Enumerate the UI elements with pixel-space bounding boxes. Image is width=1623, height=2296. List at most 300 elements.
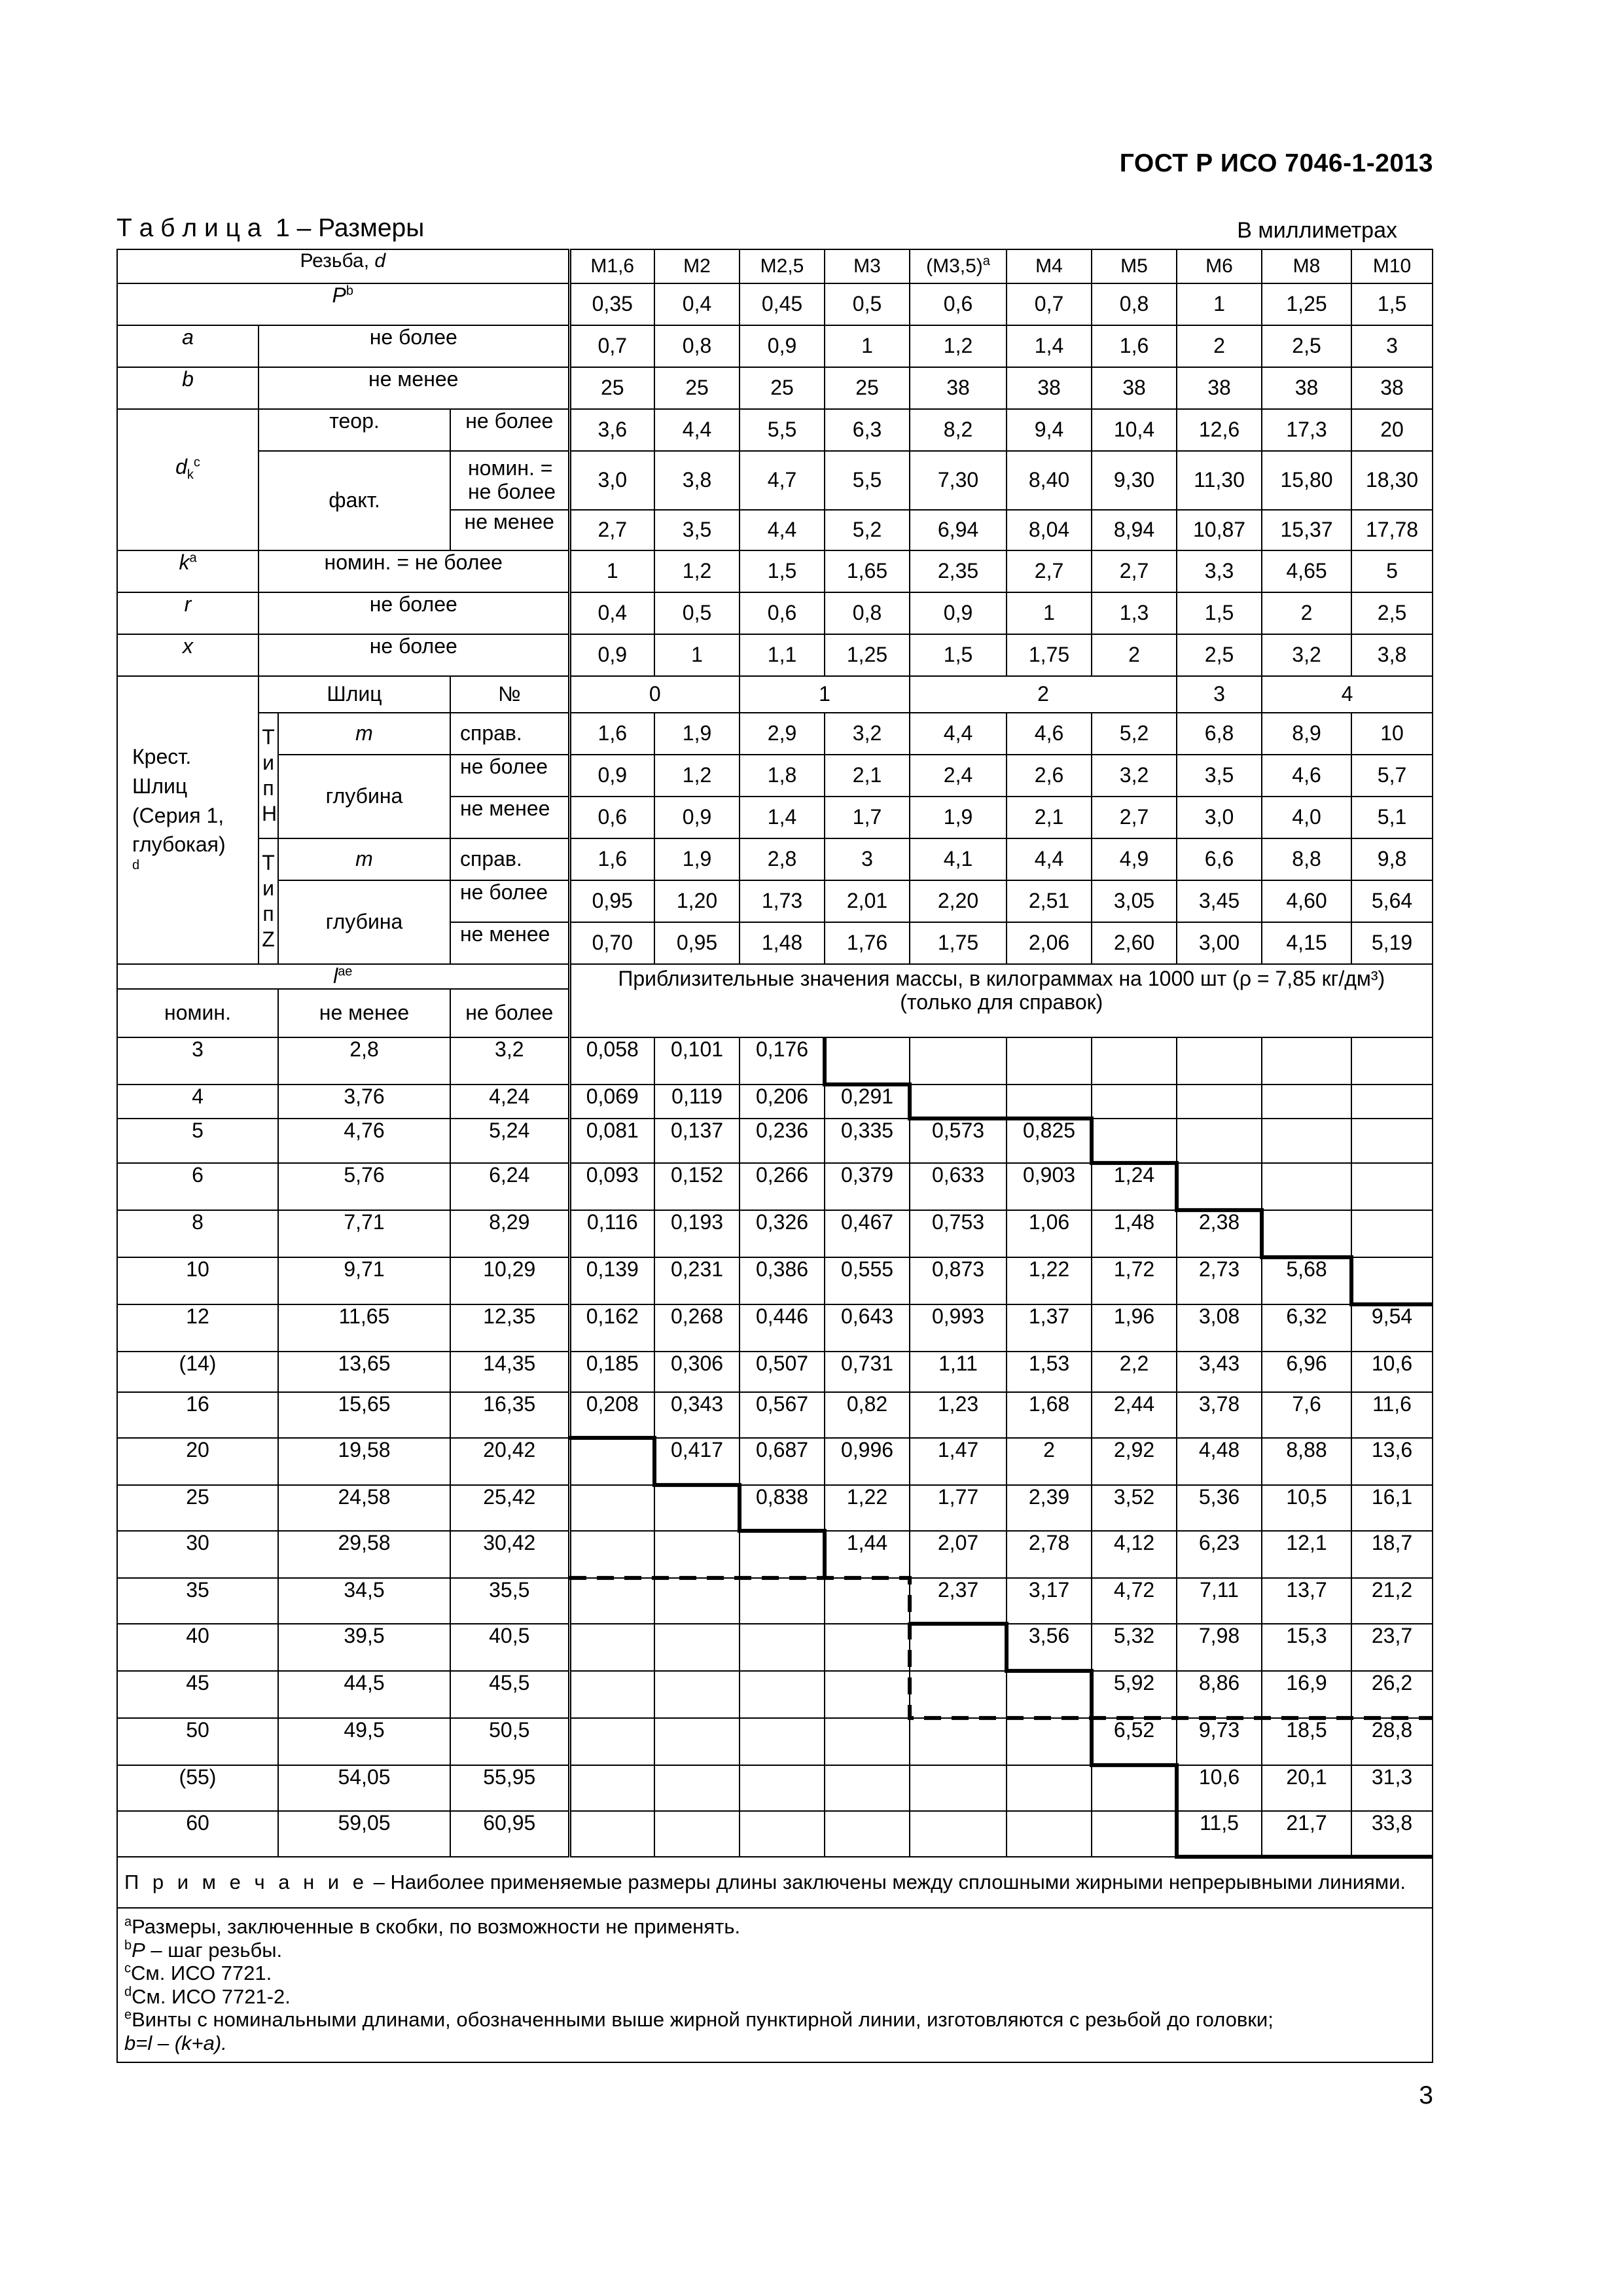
mass-cell: 2,2 xyxy=(1092,1352,1177,1392)
length-nom: 25 xyxy=(117,1485,278,1531)
slot-m-cell: 3,2 xyxy=(825,713,910,755)
mass-cell: 23,7 xyxy=(1351,1624,1433,1671)
length-max: 35,5 xyxy=(450,1578,569,1624)
length-nom: 30 xyxy=(117,1531,278,1578)
dk-teor-cell: 8,2 xyxy=(910,409,1007,451)
pitch-cell: 0,35 xyxy=(569,283,654,325)
length-nom: (55) xyxy=(117,1765,278,1811)
param-cell: 38 xyxy=(1351,367,1433,409)
mass-cell: 3,08 xyxy=(1177,1304,1262,1352)
mass-cell xyxy=(1092,1037,1177,1085)
dk-teor-cell: 17,3 xyxy=(1262,409,1351,451)
mass-cell xyxy=(910,1085,1007,1119)
length-max: 5,24 xyxy=(450,1119,569,1163)
mass-cell xyxy=(910,1811,1007,1857)
length-min: 24,58 xyxy=(278,1485,450,1531)
slot-max-cell: 1,20 xyxy=(654,880,740,922)
slot-min-label: не менее xyxy=(450,922,569,964)
thread-size-header: M2,5 xyxy=(740,249,825,283)
slot-max-cell: 3,2 xyxy=(1092,755,1177,797)
slot-m-cell: 1,6 xyxy=(569,838,654,880)
param-symbol xyxy=(117,325,259,367)
symbol: P xyxy=(332,283,346,307)
mass-cell: 31,3 xyxy=(1351,1765,1433,1811)
mass-cell xyxy=(825,1671,910,1718)
mass-caption-line1: Приблизительные значения массы, в килограммах на 1000 шт (ρ = 7,85 кг/дм³) xyxy=(618,967,1385,990)
slot-m-cell: 1,9 xyxy=(654,838,740,880)
mass-cell xyxy=(654,1485,740,1531)
slot-min-cell: 0,70 xyxy=(569,922,654,964)
param-cell: 4,65 xyxy=(1262,550,1351,592)
dk-min-cell: 3,5 xyxy=(654,510,740,550)
mass-cell: 0,137 xyxy=(654,1119,740,1163)
footnote: $^e$Винты с номинальными длинами, обозначенными выше жирной пунктирной линии, изготовляются с резьбой до головки; xyxy=(124,2008,1274,2032)
thread-size-header: M6 xyxy=(1177,249,1262,283)
mass-cell: 0,139 xyxy=(569,1257,654,1304)
length-min: 7,71 xyxy=(278,1210,450,1257)
mass-cell: 7,11 xyxy=(1177,1578,1262,1624)
mass-cell xyxy=(825,1037,910,1085)
footnote: $^d$См. ИСО 7721-2. xyxy=(124,1984,291,2008)
mass-row xyxy=(117,1210,1433,1257)
slot-min-cell: 3,0 xyxy=(1177,797,1262,838)
mass-cell xyxy=(1351,1037,1433,1085)
param-cell: 2,7 xyxy=(1007,550,1092,592)
mass-cell: 0,069 xyxy=(569,1085,654,1119)
mass-cell: 0,335 xyxy=(825,1119,910,1163)
slot-max-cell: 2,4 xyxy=(910,755,1007,797)
table-row xyxy=(117,676,1433,713)
mass-cell: 18,7 xyxy=(1351,1531,1433,1578)
mass-cell xyxy=(1007,1718,1092,1765)
page-number: 3 xyxy=(1419,2081,1433,2109)
mass-cell: 0,555 xyxy=(825,1257,910,1304)
mass-cell: 0,417 xyxy=(654,1438,740,1485)
param-cell: 0,8 xyxy=(825,592,910,634)
mass-cell: 28,8 xyxy=(1351,1718,1433,1765)
mass-cell: 0,268 xyxy=(654,1304,740,1352)
slot-min-cell: 0,9 xyxy=(654,797,740,838)
mass-cell: 15,3 xyxy=(1262,1624,1351,1671)
mass-cell: 21,7 xyxy=(1262,1811,1351,1857)
mass-cell xyxy=(569,1671,654,1718)
param-cell: 1 xyxy=(569,550,654,592)
pitch-cell: 0,6 xyxy=(910,283,1007,325)
mass-cell xyxy=(740,1765,825,1811)
length-nom-header: номин. xyxy=(117,989,278,1037)
param-cell: 3,8 xyxy=(1351,634,1433,676)
length-min: 39,5 xyxy=(278,1624,450,1671)
mass-cell: 5,32 xyxy=(1092,1624,1177,1671)
mass-row xyxy=(117,1119,1433,1163)
mass-cell xyxy=(1262,1037,1351,1085)
slot-depth-label: глубина xyxy=(278,880,450,964)
mass-cell xyxy=(1351,1119,1433,1163)
mass-cell: 1,77 xyxy=(910,1485,1007,1531)
symbol-sup: a xyxy=(189,550,197,565)
mass-cell: 1,22 xyxy=(825,1485,910,1531)
length-nom: 35 xyxy=(117,1578,278,1624)
param-cell: 2,35 xyxy=(910,550,1007,592)
pitch-cell: 0,4 xyxy=(654,283,740,325)
pitch-cell: 1,5 xyxy=(1351,283,1433,325)
mass-cell: 9,54 xyxy=(1351,1304,1433,1352)
dk-min-cell: 17,78 xyxy=(1351,510,1433,550)
slot-m-cell: 4,6 xyxy=(1007,713,1092,755)
mass-cell: 3,43 xyxy=(1177,1352,1262,1392)
param-cell: 0,9 xyxy=(740,325,825,367)
param-symbol xyxy=(117,592,259,634)
param-cell: 25 xyxy=(569,367,654,409)
param-cell: 0,6 xyxy=(740,592,825,634)
mass-row xyxy=(117,1811,1433,1857)
param-cell: 2 xyxy=(1177,325,1262,367)
slot-max-label: не более xyxy=(450,880,569,922)
slot-m-cell: 4,4 xyxy=(1007,838,1092,880)
slot-min-cell: 5,19 xyxy=(1351,922,1433,964)
mass-cell: 1,06 xyxy=(1007,1210,1092,1257)
mass-cell xyxy=(740,1578,825,1624)
param-cell: 1,3 xyxy=(1092,592,1177,634)
length-nom: 3 xyxy=(117,1037,278,1085)
param-cell: 1,2 xyxy=(654,550,740,592)
mass-cell: 16,9 xyxy=(1262,1671,1351,1718)
pitch-cell: 1 xyxy=(1177,283,1262,325)
slot-min-cell: 1,7 xyxy=(825,797,910,838)
mass-cell: 0,633 xyxy=(910,1163,1007,1210)
mass-cell: 1,96 xyxy=(1092,1304,1177,1352)
length-min: 59,05 xyxy=(278,1811,450,1857)
mass-cell xyxy=(1092,1811,1177,1857)
mass-cell: 0,266 xyxy=(740,1163,825,1210)
mass-cell: 2 xyxy=(1007,1438,1092,1485)
mass-row xyxy=(117,1352,1433,1392)
mass-cell: 3,52 xyxy=(1092,1485,1177,1531)
mass-row xyxy=(117,1765,1433,1811)
dk-teor-cell: 4,4 xyxy=(654,409,740,451)
mass-cell: 0,753 xyxy=(910,1210,1007,1257)
table-row xyxy=(117,713,1433,755)
mass-cell: 1,53 xyxy=(1007,1352,1092,1392)
table-row xyxy=(117,367,1433,409)
length-min: 13,65 xyxy=(278,1352,450,1392)
param-cell: 1,65 xyxy=(825,550,910,592)
slot-m-cell: 2,9 xyxy=(740,713,825,755)
mass-cell: 21,2 xyxy=(1351,1578,1433,1624)
footnote: $^c$См. ИСО 7721. xyxy=(124,1961,272,1985)
mass-cell: 11,6 xyxy=(1351,1392,1433,1438)
slot-max-cell: 2,6 xyxy=(1007,755,1092,797)
mass-cell: 0,081 xyxy=(569,1119,654,1163)
slot-max-cell: 2,1 xyxy=(825,755,910,797)
param-limit: не менее xyxy=(259,367,569,409)
dk-min-cell: 8,94 xyxy=(1092,510,1177,550)
mass-cell: 6,32 xyxy=(1262,1304,1351,1352)
mass-cell: 3,78 xyxy=(1177,1392,1262,1438)
table-units: В миллиметрах xyxy=(1237,218,1397,243)
mass-cell: 4,12 xyxy=(1092,1531,1177,1578)
mass-cell: 26,2 xyxy=(1351,1671,1433,1718)
dk-min-limit: не менее xyxy=(450,510,569,550)
slot-max-cell: 3,45 xyxy=(1177,880,1262,922)
slot-m-cell: 8,9 xyxy=(1262,713,1351,755)
slot-min-cell: 1,9 xyxy=(910,797,1007,838)
dk-fakt-label: факт. xyxy=(259,451,450,550)
slot-min-cell: 1,75 xyxy=(910,922,1007,964)
mass-cell: 0,206 xyxy=(740,1085,825,1119)
length-min: 44,5 xyxy=(278,1671,450,1718)
slot-m-cell: 2,8 xyxy=(740,838,825,880)
table-word: Т а б л и ц а xyxy=(116,214,262,242)
mass-cell: 0,993 xyxy=(910,1304,1007,1352)
mass-row xyxy=(117,1438,1433,1485)
slot-type-label: Т и п Н xyxy=(259,713,278,838)
mass-cell xyxy=(569,1531,654,1578)
param-cell: 0,7 xyxy=(569,325,654,367)
slot-max-cell: 0,95 xyxy=(569,880,654,922)
mass-cell xyxy=(1007,1765,1092,1811)
thread-size-header: M5 xyxy=(1092,249,1177,283)
table-row xyxy=(117,409,1433,451)
dk-nom-cell: 15,80 xyxy=(1262,451,1351,510)
param-cell: 1,4 xyxy=(1007,325,1092,367)
length-max: 6,24 xyxy=(450,1163,569,1210)
mass-row xyxy=(117,1085,1433,1119)
pitch-symbol xyxy=(117,283,569,325)
mass-cell: 6,52 xyxy=(1092,1718,1177,1765)
mass-cell: 0,185 xyxy=(569,1352,654,1392)
dk-min-cell: 15,37 xyxy=(1262,510,1351,550)
mass-cell xyxy=(910,1624,1007,1671)
param-cell: 25 xyxy=(825,367,910,409)
length-nom: 16 xyxy=(117,1392,278,1438)
slot-min-cell: 0,95 xyxy=(654,922,740,964)
slot-sprav-label: справ. xyxy=(450,713,569,755)
mass-cell xyxy=(825,1765,910,1811)
slot-min-cell: 2,06 xyxy=(1007,922,1092,964)
param-cell: 1,6 xyxy=(1092,325,1177,367)
slot-min-cell: 2,7 xyxy=(1092,797,1177,838)
slot-max-cell: 0,9 xyxy=(569,755,654,797)
mass-row xyxy=(117,1671,1433,1718)
length-max: 12,35 xyxy=(450,1304,569,1352)
param-cell: 0,9 xyxy=(569,634,654,676)
mass-cell: 6,96 xyxy=(1262,1352,1351,1392)
param-cell: 3,2 xyxy=(1262,634,1351,676)
length-max: 10,29 xyxy=(450,1257,569,1304)
mass-cell: 0,838 xyxy=(740,1485,825,1531)
table-caption xyxy=(116,214,424,243)
slot-max-cell: 2,20 xyxy=(910,880,1007,922)
mass-cell xyxy=(1092,1085,1177,1119)
slot-m-label: m xyxy=(278,838,450,880)
mass-row xyxy=(117,1304,1433,1352)
length-min: 9,71 xyxy=(278,1257,450,1304)
dk-nom-limit: номин. = не более xyxy=(450,451,569,510)
mass-cell: 7,98 xyxy=(1177,1624,1262,1671)
param-limit: не более xyxy=(259,634,569,676)
mass-cell: 10,6 xyxy=(1351,1352,1433,1392)
param-cell: 25 xyxy=(740,367,825,409)
mass-row xyxy=(117,1531,1433,1578)
param-cell: 0,5 xyxy=(654,592,740,634)
table-row xyxy=(117,451,1433,510)
mass-cell: 0,152 xyxy=(654,1163,740,1210)
table-row xyxy=(117,283,1433,325)
mass-cell xyxy=(569,1438,654,1485)
symbol: k xyxy=(179,550,190,574)
table-row xyxy=(117,964,1433,989)
mass-caption-line2: (только для справок) xyxy=(900,990,1103,1014)
table-row xyxy=(117,634,1433,676)
length-nom: 8 xyxy=(117,1210,278,1257)
footnote: $^b$P – шаг резьбы. xyxy=(124,1938,283,1962)
mass-row xyxy=(117,1257,1433,1304)
slot-max-cell: 3,05 xyxy=(1092,880,1177,922)
slot-min-cell: 4,15 xyxy=(1262,922,1351,964)
length-nom: 20 xyxy=(117,1438,278,1485)
mass-cell xyxy=(825,1811,910,1857)
param-cell: 1,5 xyxy=(910,634,1007,676)
param-limit: не более xyxy=(259,325,569,367)
mass-cell xyxy=(740,1718,825,1765)
param-cell: 0,8 xyxy=(654,325,740,367)
param-cell: 2,5 xyxy=(1351,592,1433,634)
dk-nom-cell: 3,0 xyxy=(569,451,654,510)
mass-cell: 2,39 xyxy=(1007,1485,1092,1531)
mass-cell: 0,291 xyxy=(825,1085,910,1119)
pitch-cell: 0,5 xyxy=(825,283,910,325)
length-min: 4,76 xyxy=(278,1119,450,1163)
param-symbol xyxy=(117,634,259,676)
dk-nom-cell: 4,7 xyxy=(740,451,825,510)
mass-cell xyxy=(825,1578,910,1624)
mass-cell xyxy=(1177,1085,1262,1119)
slot-m-cell: 4,4 xyxy=(910,713,1007,755)
mass-cell: 0,058 xyxy=(569,1037,654,1085)
slot-number: 3 xyxy=(1177,676,1262,713)
length-max: 16,35 xyxy=(450,1392,569,1438)
slot-number-header: № xyxy=(450,676,569,713)
mass-cell: 2,92 xyxy=(1092,1438,1177,1485)
table-row xyxy=(117,592,1433,634)
dk-nom-cell: 8,40 xyxy=(1007,451,1092,510)
mass-cell: 9,73 xyxy=(1177,1718,1262,1765)
length-max: 4,24 xyxy=(450,1085,569,1119)
length-min: 11,65 xyxy=(278,1304,450,1352)
mass-cell: 5,92 xyxy=(1092,1671,1177,1718)
mass-cell: 1,23 xyxy=(910,1392,1007,1438)
param-symbol xyxy=(117,550,259,592)
slot-m-label: m xyxy=(278,713,450,755)
param-cell: 38 xyxy=(1007,367,1092,409)
thread-size-header: M10 xyxy=(1351,249,1433,283)
symbol: a xyxy=(182,325,194,349)
slot-min-cell: 1,4 xyxy=(740,797,825,838)
cross-slot-label xyxy=(117,676,259,964)
thread-size-header: M1,6 xyxy=(569,249,654,283)
dk-teor-cell: 3,6 xyxy=(569,409,654,451)
mass-cell xyxy=(910,1718,1007,1765)
dk-nom-cell: 7,30 xyxy=(910,451,1007,510)
dk-nom-cell: 9,30 xyxy=(1092,451,1177,510)
param-cell: 25 xyxy=(654,367,740,409)
slot-m-cell: 6,6 xyxy=(1177,838,1262,880)
mass-cell: 0,731 xyxy=(825,1352,910,1392)
slot-m-cell: 4,1 xyxy=(910,838,1007,880)
mass-cell: 0,386 xyxy=(740,1257,825,1304)
mass-cell: 0,903 xyxy=(1007,1163,1092,1210)
mass-cell xyxy=(1351,1257,1433,1304)
dk-teor-cell: 9,4 xyxy=(1007,409,1092,451)
mass-cell: 1,47 xyxy=(910,1438,1007,1485)
slot-m-cell: 4,9 xyxy=(1092,838,1177,880)
mass-cell xyxy=(1351,1085,1433,1119)
slot-m-cell: 3 xyxy=(825,838,910,880)
mass-cell xyxy=(1007,1811,1092,1857)
thread-header xyxy=(117,249,569,283)
mass-row xyxy=(117,1718,1433,1765)
mass-cell xyxy=(910,1671,1007,1718)
param-cell: 3 xyxy=(1351,325,1433,367)
mass-cell: 0,82 xyxy=(825,1392,910,1438)
param-limit: не более xyxy=(259,592,569,634)
dk-nom-cell: 11,30 xyxy=(1177,451,1262,510)
length-max: 60,95 xyxy=(450,1811,569,1857)
mass-cell: 1,44 xyxy=(825,1531,910,1578)
length-min: 15,65 xyxy=(278,1392,450,1438)
slot-m-cell: 9,8 xyxy=(1351,838,1433,880)
cross-slot-text: Крест. Шлиц (Серия 1, глубокая) $^d$ xyxy=(132,745,226,873)
mass-cell: 0,208 xyxy=(569,1392,654,1438)
symbol: x xyxy=(183,634,193,658)
mass-cell xyxy=(740,1531,825,1578)
param-cell: 2,5 xyxy=(1262,325,1351,367)
symbol-sup: b xyxy=(346,283,353,298)
slot-max-cell: 3,5 xyxy=(1177,755,1262,797)
slot-max-cell: 1,2 xyxy=(654,755,740,797)
param-cell: 0,9 xyxy=(910,592,1007,634)
mass-cell xyxy=(1262,1210,1351,1257)
dk-min-cell: 2,7 xyxy=(569,510,654,550)
mass-cell: 0,446 xyxy=(740,1304,825,1352)
length-nom: 12 xyxy=(117,1304,278,1352)
slot-max-cell: 4,60 xyxy=(1262,880,1351,922)
note xyxy=(117,1857,1433,1908)
param-cell: 2,7 xyxy=(1092,550,1177,592)
dk-min-cell: 6,94 xyxy=(910,510,1007,550)
length-max-header: не более xyxy=(450,989,569,1037)
slot-min-cell: 2,60 xyxy=(1092,922,1177,964)
length-nom: 60 xyxy=(117,1811,278,1857)
length-header: $l^{ae}$ xyxy=(117,964,569,989)
slot-number: 1 xyxy=(740,676,910,713)
mass-cell: 18,5 xyxy=(1262,1718,1351,1765)
dk-teor-cell: 6,3 xyxy=(825,409,910,451)
mass-cell xyxy=(910,1765,1007,1811)
slot-number: 2 xyxy=(910,676,1177,713)
mass-cell xyxy=(740,1671,825,1718)
thread-label: Резьба, d xyxy=(300,250,386,272)
mass-cell xyxy=(654,1718,740,1765)
mass-cell: 0,162 xyxy=(569,1304,654,1352)
pitch-cell: 1,25 xyxy=(1262,283,1351,325)
mass-cell: 4,72 xyxy=(1092,1578,1177,1624)
length-max: 30,42 xyxy=(450,1531,569,1578)
param-cell: 1,5 xyxy=(740,550,825,592)
length-nom: 4 xyxy=(117,1085,278,1119)
dimensions-table xyxy=(116,249,1433,2063)
